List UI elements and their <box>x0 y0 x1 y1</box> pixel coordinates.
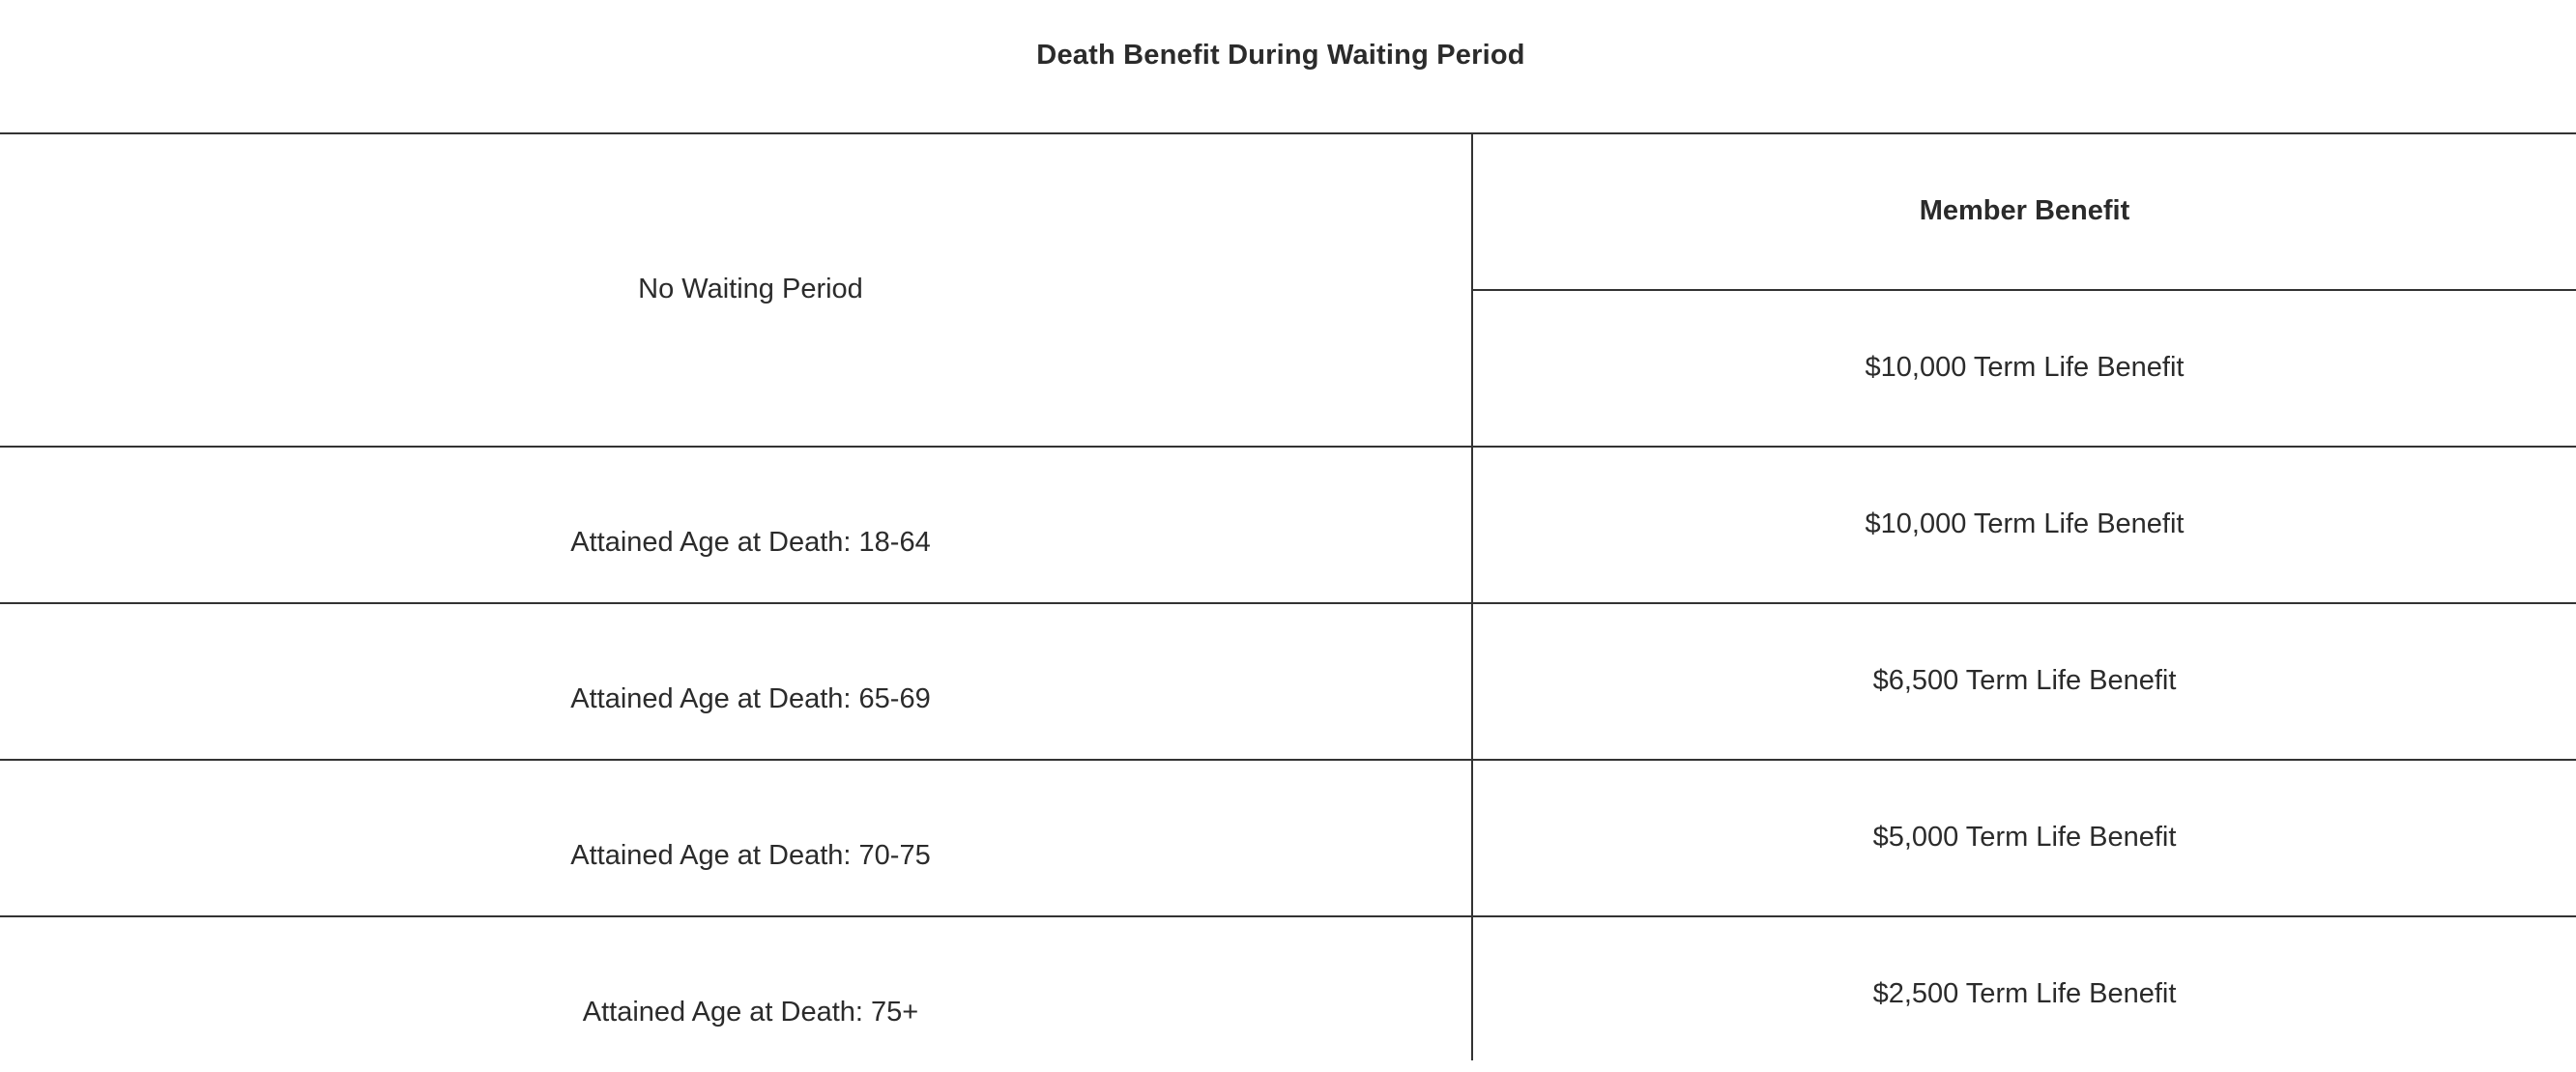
member-benefit-heading: Member Benefit <box>1919 194 2130 226</box>
benefit-cell: $10,000 Term Life Benefit <box>1865 507 2185 539</box>
no-waiting-period-cell: No Waiting Period <box>638 273 863 304</box>
age-range-cell: Attained Age at Death: 70-75 <box>570 840 931 871</box>
header-benefit-value: $10,000 Term Life Benefit <box>1865 351 2185 383</box>
age-range-cell: Attained Age at Death: 18-64 <box>570 527 931 558</box>
page-title: Death Benefit During Waiting Period <box>1036 39 1525 71</box>
benefit-table <box>0 132 2576 1060</box>
benefit-cell: $5,000 Term Life Benefit <box>1872 821 2177 853</box>
age-range-cell: Attained Age at Death: 75+ <box>582 997 919 1028</box>
benefit-cell: $6,500 Term Life Benefit <box>1872 664 2177 696</box>
benefit-cell: $2,500 Term Life Benefit <box>1872 977 2177 1009</box>
age-range-cell: Attained Age at Death: 65-69 <box>570 683 931 714</box>
